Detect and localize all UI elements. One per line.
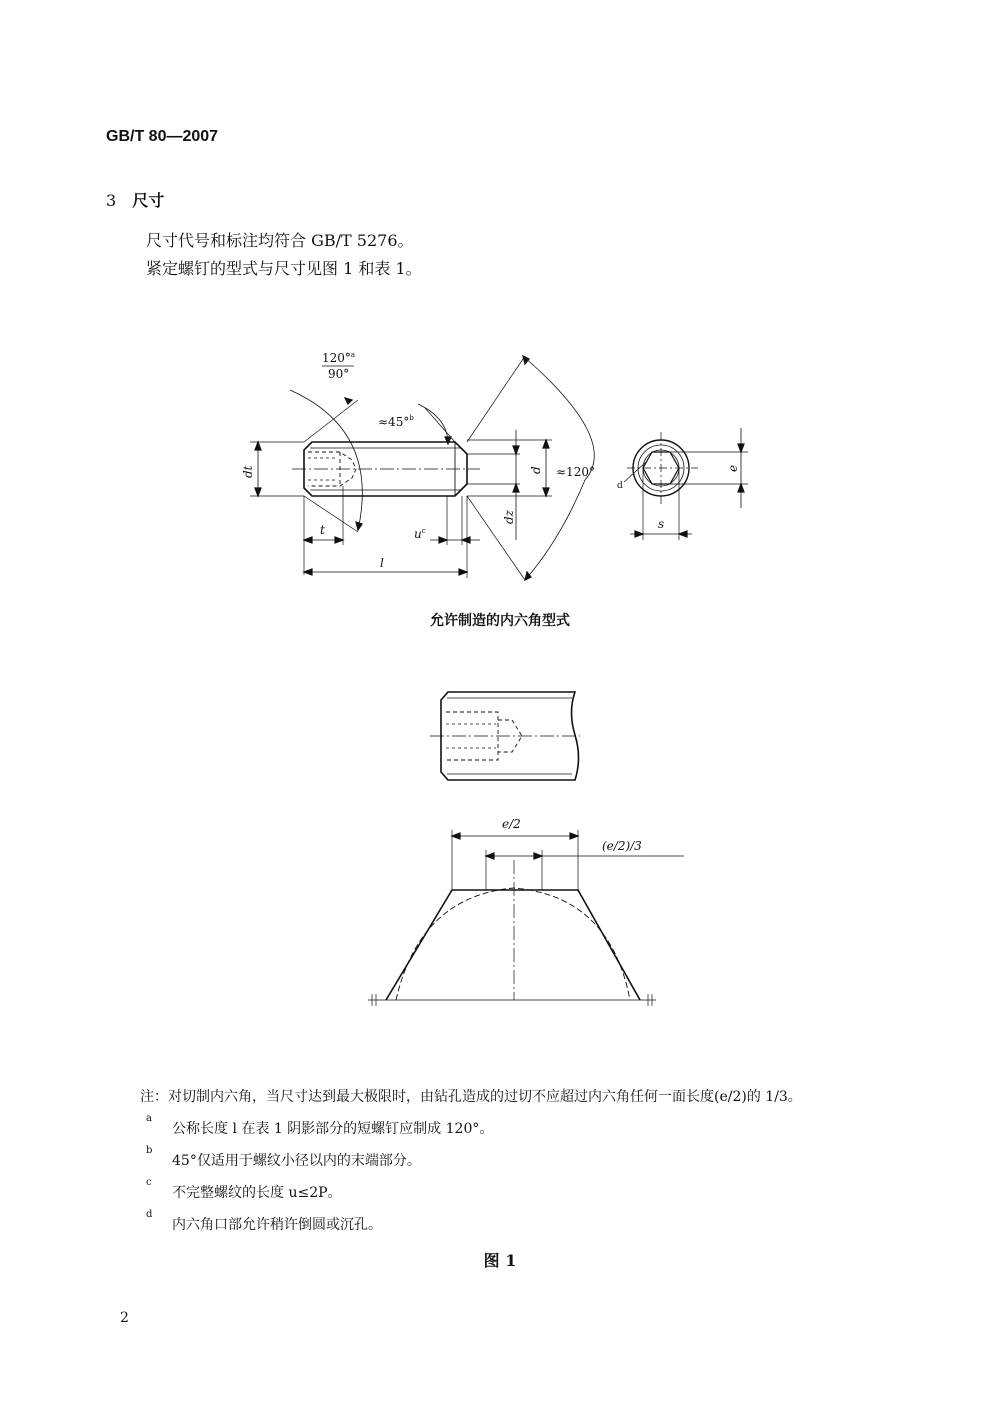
dim-l bbox=[304, 496, 467, 578]
label-e-half: e/2 bbox=[502, 817, 521, 831]
alt-socket-view bbox=[430, 692, 580, 780]
label-e: e bbox=[726, 464, 740, 472]
figure-caption: 图 1 bbox=[483, 1251, 517, 1270]
alt-socket-caption: 允许制造的内六角型式 bbox=[430, 613, 570, 629]
screw-side-view bbox=[292, 442, 520, 496]
screw-end-view bbox=[624, 428, 748, 540]
label-e-half-third: (e/2)/3 bbox=[602, 839, 642, 853]
section-title: 尺寸 bbox=[132, 191, 165, 210]
label-t: t bbox=[320, 523, 325, 537]
label-angle-120-big: ≈120° bbox=[556, 465, 595, 479]
label-d-mark: d bbox=[617, 481, 623, 491]
label-l: l bbox=[380, 556, 384, 570]
note-main: 注：对切制内六角，当尺寸达到最大极限时，由钻孔造成的过切不应超过内六角任何一面长度(e/2)的 1/3。 bbox=[140, 1089, 802, 1105]
footnote-c: c 不完整螺纹的长度 u≤2P。 bbox=[146, 1177, 342, 1201]
label-angle-120: 120°$^a$ bbox=[322, 351, 356, 365]
label-dz: dz bbox=[502, 509, 516, 524]
document-code: GB/T 80—2007 bbox=[106, 128, 219, 145]
overcut-detail bbox=[368, 830, 684, 1006]
angle-45 bbox=[418, 404, 455, 444]
paragraph-2: 紧定螺钉的型式与尺寸见图 1 和表 1。 bbox=[146, 259, 422, 278]
section-number: 3 bbox=[106, 191, 117, 210]
footnote-a: a 公称长度 l 在表 1 阴影部分的短螺钉应制成 120°。 bbox=[146, 1113, 494, 1137]
label-angle-90: 90° bbox=[328, 367, 350, 381]
angle-120-90 bbox=[290, 390, 362, 532]
footnote-d: d 内六角口部允许稍许倒圆或沉孔。 bbox=[146, 1209, 382, 1233]
paragraph-1: 尺寸代号和标注均符合 GB/T 5276。 bbox=[146, 231, 414, 250]
label-s: s bbox=[658, 517, 665, 531]
label-d: d bbox=[529, 466, 543, 474]
label-dt: dt bbox=[241, 465, 255, 478]
label-u: $u^c$ bbox=[414, 527, 426, 541]
label-angle-45: ≈45°$^b$ bbox=[378, 414, 414, 429]
footnote-b: b 45°仅适用于螺纹小径以内的末端部分。 bbox=[146, 1145, 421, 1169]
page-number: 2 bbox=[120, 1310, 129, 1326]
figure-notes bbox=[140, 1086, 866, 1246]
